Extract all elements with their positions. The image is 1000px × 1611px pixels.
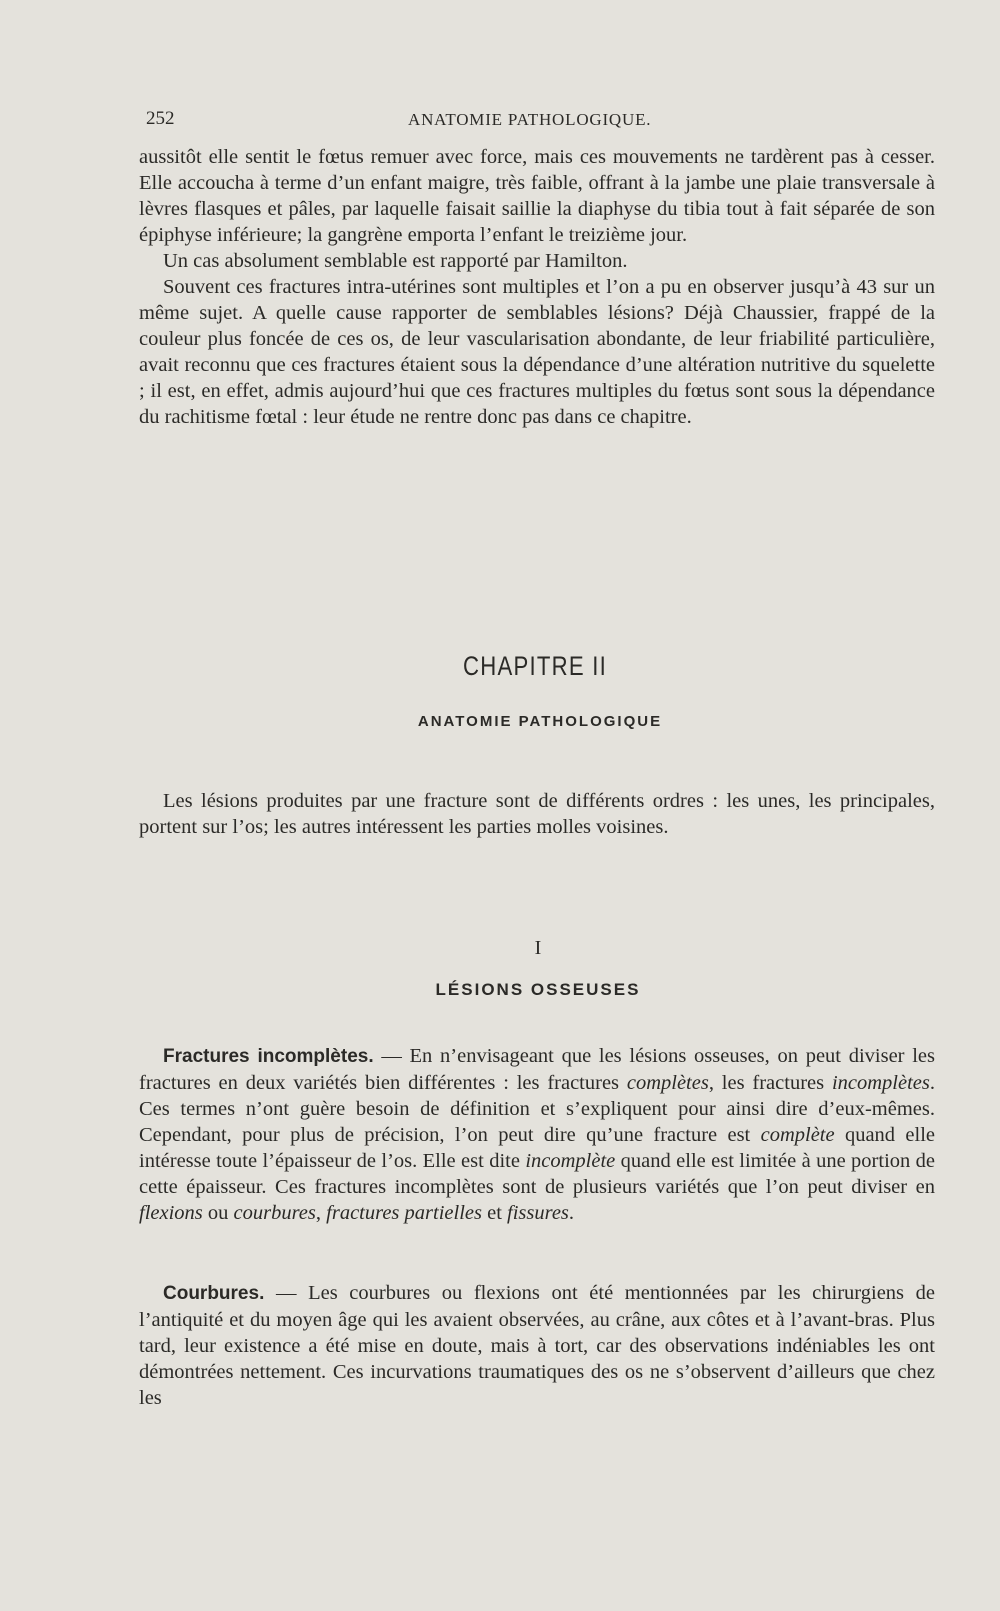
text-run: et bbox=[481, 1202, 508, 1224]
running-head bbox=[146, 108, 940, 132]
run-in-heading-fractures: Fractures incomplètes. bbox=[163, 1046, 374, 1067]
paragraph-continued: aussitôt elle sentit le fœtus remuer avec force, mais ces mouvements ne tardèrent pas à cesser. Elle accoucha à terme d’un enfant maigre, très faible, offrant à la jambe une plaie transversale à lèvres flasques et pâles, par laquelle faisait saillie la diaphyse du tibia tout à fait séparée de son épiphyse inférieure; la gangrène emporta l’enfant le treizième jour. bbox=[139, 146, 935, 246]
courbures-section bbox=[139, 1280, 935, 1411]
page-number: 252 bbox=[146, 108, 175, 129]
text-run: — Les courbures ou flexions ont été mentionnées par les chirurgiens de l’antiquité et du moyen âge qui les avaient observées, au crâne, aux côtes et à l’avant-bras. Plus tard, leur existence a été mise en doute, mais à tort, car des observations indéniables les ont démontrées nettement. Ces incurvations traumatiques des os ne s’observent d’ailleurs que chez les bbox=[139, 1282, 935, 1409]
running-title: ANATOMIE PATHOLOGIQUE. bbox=[408, 110, 652, 129]
fractures-section bbox=[139, 1043, 935, 1226]
section-title: LÉSIONS OSSEUSES bbox=[435, 980, 641, 999]
text-run: — En n’envisageant que les lésions osseuses, on peut diviser les fractures en deux variétés bien différentes : les fractures bbox=[139, 1045, 935, 1094]
text-run: quand elle intéresse toute l’épaisseur de l’os. Elle est dite bbox=[139, 1124, 935, 1172]
italic-term: fissures bbox=[507, 1202, 569, 1224]
paragraph-intra-uterine: Souvent ces fractures intra-utérines sont multiples et l’on a pu en observer jusqu’à 43 sur un même sujet. A quelle cause rapporter de semblables lésions? Déjà Chaussier, frappé de la couleur plus foncée de ces os, de leur vascularisation abondante, de leur friabilité particulière, avait reconnu que ces fractures étaient sous la dépendance d’une altération nutritive du squelette ; il est, en effet, admis aujourd’hui que ces fractures multiples du fœtus sont sous la dépendance du rachitisme fœtal : leur étude ne rentre donc pas dans ce chapitre. bbox=[139, 276, 935, 428]
chapter-intro bbox=[139, 788, 935, 840]
italic-term: complète bbox=[760, 1124, 835, 1146]
paragraph-courbures bbox=[139, 1280, 935, 1411]
paragraph-fractures bbox=[139, 1043, 935, 1226]
text-run: . bbox=[568, 1202, 575, 1224]
text-run: quand elle est limitée à une portion de cette épaisseur. Ces fractures incomplètes sont de plusieurs variétés que l’on peut diviser en bbox=[139, 1150, 935, 1198]
section-numeral: I bbox=[534, 937, 542, 959]
run-in-heading-courbures: Courbures. bbox=[163, 1283, 265, 1304]
italic-term: courbures bbox=[233, 1202, 316, 1224]
text-run: , bbox=[315, 1202, 327, 1224]
text-run: ou bbox=[202, 1202, 234, 1224]
text-run: . Ces termes n’ont guère besoin de définition et s’expliquent pour ainsi dire d’eux-mêmes. Cependant, pour plus de précision, l’on peut dire qu’une fracture est bbox=[139, 1072, 935, 1146]
chapter-title: CHAPITRE II bbox=[463, 651, 607, 681]
paragraph-hamilton: Un cas absolument semblable est rapporté par Hamilton. bbox=[163, 250, 628, 272]
italic-term: incomplète bbox=[525, 1150, 616, 1172]
italic-term: complètes bbox=[626, 1072, 709, 1094]
italic-term: fractures partielles bbox=[326, 1202, 482, 1224]
text-run: , les fractures bbox=[708, 1072, 832, 1094]
paragraph-intro: Les lésions produites par une fracture sont de différents ordres : les unes, les principales, portent sur l’os; les autres intéressent les parties molles voisines. bbox=[139, 790, 935, 838]
italic-term: flexions bbox=[139, 1202, 203, 1224]
opening-text bbox=[139, 144, 935, 430]
italic-term: incomplètes bbox=[831, 1072, 930, 1094]
chapter-subtitle: ANATOMIE PATHOLOGIQUE bbox=[417, 713, 663, 730]
